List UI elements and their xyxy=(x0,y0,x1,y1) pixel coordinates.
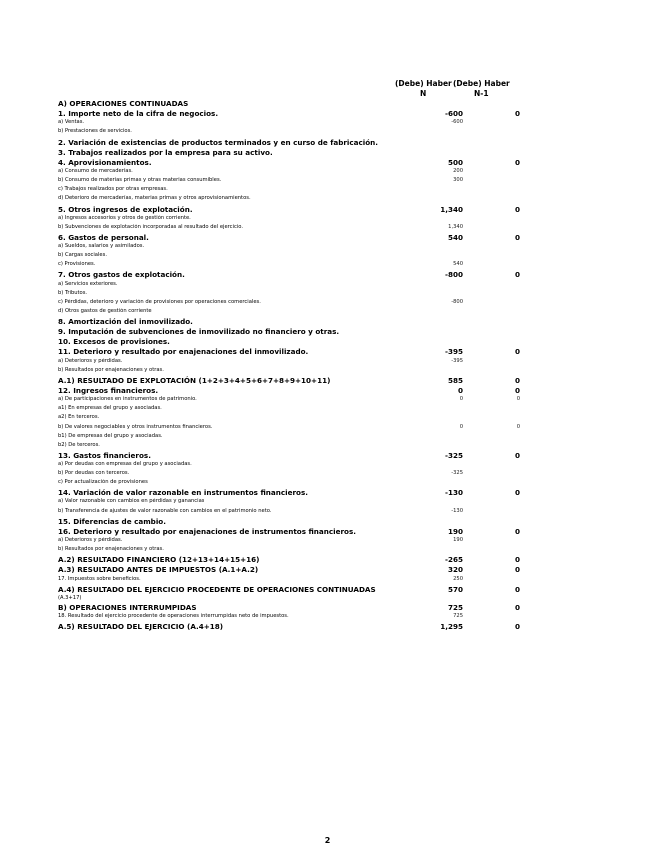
column-header-n1-title: (Debe) Haber xyxy=(453,79,510,88)
line-label: a) Ingresos accesorios y otros de gestión corriente. xyxy=(58,214,191,221)
line-label: A.2) RESULTADO FINANCIERO (12+13+14+15+16) xyxy=(58,555,260,565)
statement-line xyxy=(58,337,520,347)
line-label: b) Tributos. xyxy=(58,289,88,296)
line-label: 6. Gastos de personal. xyxy=(58,232,149,242)
value-year-n: 300 xyxy=(453,177,463,184)
line-label: a) Servicios exteriores. xyxy=(58,280,118,287)
line-label: 17. Impuestos sobre beneficios. xyxy=(58,575,141,582)
statement-line xyxy=(58,327,520,337)
statement-line xyxy=(58,158,520,168)
value-year-n1: 0 xyxy=(514,488,520,498)
statement-subline xyxy=(58,508,520,517)
value-year-n: 190 xyxy=(453,537,463,543)
statement-subline xyxy=(58,299,520,308)
line-label: b) Resultados por enajenaciones y otras. xyxy=(58,546,164,553)
statement-subline xyxy=(58,537,520,546)
statement-subline xyxy=(58,168,520,177)
value-year-n: 500 xyxy=(447,157,463,167)
line-label: c) Pérdidas, deterioro y variación de provisiones por operaciones comerciales. xyxy=(58,298,261,305)
line-label: c) Por actualización de provisiones xyxy=(58,479,148,486)
line-label: b) Prestaciones de servicios. xyxy=(58,128,132,135)
statement-subline xyxy=(58,595,520,603)
value-year-n1: 0 xyxy=(514,555,520,565)
statement-line xyxy=(58,109,520,119)
value-year-n: 540 xyxy=(453,261,463,268)
line-label: a2) En terceros. xyxy=(58,414,100,421)
statement-subline xyxy=(58,252,520,261)
statement-line xyxy=(58,376,520,386)
statement-line xyxy=(58,386,520,396)
statement-line xyxy=(58,347,520,357)
statement-subline xyxy=(58,177,520,186)
column-header-n1: N-1 xyxy=(474,89,489,98)
column-header-n-title: (Debe) Haber xyxy=(395,79,452,88)
statement-line xyxy=(58,451,520,461)
line-label: 16. Deterioro y resultado por enajenaciones de instrumentos financieros. xyxy=(58,526,356,536)
value-year-n: 190 xyxy=(447,526,463,536)
line-label: 12. Ingresos financieros. xyxy=(58,386,159,396)
value-year-n: 725 xyxy=(453,613,463,620)
statement-subline xyxy=(58,498,520,507)
value-year-n1: 0 xyxy=(514,347,520,357)
statement-line xyxy=(58,317,520,327)
line-label: a) Ventas. xyxy=(58,119,85,126)
line-label: a1) En empresas del grupo y asociadas. xyxy=(58,405,162,412)
statement-line xyxy=(58,622,520,632)
statement-subline xyxy=(58,414,520,423)
line-label: c) Provisiones. xyxy=(58,261,96,268)
statement-line xyxy=(58,555,520,565)
statement-subline xyxy=(58,128,520,137)
value-year-n: -325 xyxy=(445,450,463,460)
line-label: d) Deterioro de mercaderías, materias primas y otros aprovisionamientos. xyxy=(58,195,251,202)
line-label: a) Consumo de mercaderías. xyxy=(58,168,133,175)
line-label: a) Valor razonable con cambios en pérdidas y ganancias xyxy=(58,498,205,505)
value-year-n: -325 xyxy=(451,470,463,477)
statement-subline xyxy=(58,576,520,585)
value-year-n: -395 xyxy=(451,357,463,364)
statement-subline xyxy=(58,546,520,555)
statement-subline xyxy=(58,215,520,224)
value-year-n1: 0 xyxy=(514,375,520,385)
line-label: 10. Excesos de provisiones. xyxy=(58,337,170,347)
statement-subline xyxy=(58,396,520,405)
value-year-n: 540 xyxy=(447,232,463,242)
line-label: b) Transferencia de ajustes de valor razonable con cambios en el patrimonio neto. xyxy=(58,507,272,514)
value-year-n1: 0 xyxy=(514,204,520,214)
statement-subline xyxy=(58,442,520,451)
line-label: a) Sueldos, salarios y asimilados. xyxy=(58,243,145,250)
value-year-n1: 0 xyxy=(514,386,520,396)
statement-subline xyxy=(58,613,520,622)
value-year-n1: 0 xyxy=(516,423,520,430)
value-year-n: 320 xyxy=(447,565,463,575)
value-year-n: 250 xyxy=(453,575,463,582)
line-label: 5. Otros ingresos de explotación. xyxy=(58,204,193,214)
value-year-n1: 0 xyxy=(514,584,520,594)
value-year-n: 1,340 xyxy=(448,223,463,230)
statement-subline xyxy=(58,224,520,233)
statement-subline xyxy=(58,281,520,290)
line-label: 1. Importe neto de la cifra de negocios. xyxy=(58,109,219,119)
line-label: 8. Amortización del inmovilizado. xyxy=(58,316,193,326)
line-label: c) Trabajos realizados por otras empresas. xyxy=(58,186,168,193)
line-label: 13. Gastos financieros. xyxy=(58,450,151,460)
line-label: a) Deterioros y pérdidas. xyxy=(58,357,123,364)
statement-subline xyxy=(58,308,520,317)
statement-line xyxy=(58,527,520,537)
statement-line xyxy=(58,565,520,575)
line-label: 7. Otros gastos de explotación. xyxy=(58,270,185,280)
line-label: a) Deterioros y pérdidas. xyxy=(58,537,123,543)
value-year-n1: 0 xyxy=(514,270,520,280)
line-label: b) Consumo de materias primas y otras materias consumibles. xyxy=(58,177,222,184)
statement-subline xyxy=(58,461,520,470)
line-label: A.1) RESULTADO DE EXPLOTACIÓN (1+2+3+4+5+6+7+8+9+10+11) xyxy=(58,375,331,385)
statement-line xyxy=(58,138,520,148)
value-year-n: -600 xyxy=(445,109,463,119)
value-year-n: 200 xyxy=(453,168,463,175)
line-label: b) Subvenciones de explotación incorporadas al resultado del ejercicio. xyxy=(58,223,243,230)
statement-line xyxy=(58,517,520,527)
value-year-n: 0 xyxy=(459,396,463,403)
value-year-n1: 0 xyxy=(514,157,520,167)
value-year-n1: 0 xyxy=(514,622,520,632)
statement-subline xyxy=(58,243,520,252)
statement-subline xyxy=(58,433,520,442)
line-label: b) Cargas sociales. xyxy=(58,252,107,259)
statement-line xyxy=(58,233,520,243)
line-label: a) De participaciones en instrumentos de patrimonio. xyxy=(58,396,197,403)
value-year-n: -600 xyxy=(451,119,463,126)
value-year-n1: 0 xyxy=(514,526,520,536)
statement-line xyxy=(58,585,520,595)
line-label: a) Por deudas con empresas del grupo y asociadas. xyxy=(58,460,192,467)
statement-subline xyxy=(58,405,520,414)
statement-subline xyxy=(58,470,520,479)
line-label: A.3) RESULTADO ANTES DE IMPUESTOS (A.1+A.2) xyxy=(58,565,259,575)
line-label: b1) De empresas del grupo y asociadas. xyxy=(58,432,163,439)
value-year-n1: 0 xyxy=(514,603,520,613)
value-year-n: -130 xyxy=(451,507,463,514)
value-year-n: 585 xyxy=(447,375,463,385)
income-statement-table xyxy=(58,99,520,633)
value-year-n: 570 xyxy=(447,584,463,594)
line-label: A.4) RESULTADO DEL EJERCICIO PROCEDENTE DE OPERACIONES CONTINUADAS xyxy=(58,584,376,594)
line-label: 4. Aprovisionamientos. xyxy=(58,157,152,167)
value-year-n1: 0 xyxy=(514,450,520,460)
statement-line xyxy=(58,205,520,215)
statement-subline xyxy=(58,186,520,195)
statement-subline xyxy=(58,479,520,488)
statement-line xyxy=(58,270,520,280)
statement-subline xyxy=(58,195,520,204)
value-year-n: -130 xyxy=(445,488,463,498)
line-label: b2) De terceros. xyxy=(58,441,100,448)
statement-line xyxy=(58,99,520,109)
value-year-n: 1,340 xyxy=(440,204,463,214)
value-year-n: 0 xyxy=(457,386,463,396)
value-year-n1: 0 xyxy=(514,109,520,119)
value-year-n1: 0 xyxy=(514,232,520,242)
line-label: 9. Imputación de subvenciones de inmovilizado no financiero y otras. xyxy=(58,327,340,337)
value-year-n: 0 xyxy=(459,423,463,430)
page-number: 2 xyxy=(324,836,331,845)
statement-subline xyxy=(58,119,520,128)
line-label: 2. Variación de existencias de productos terminados y en curso de fabricación. xyxy=(58,137,379,147)
statement-line xyxy=(58,488,520,498)
line-label: 3. Trabajos realizados por la empresa para su activo. xyxy=(58,147,273,157)
line-label: (A.3+17) xyxy=(58,594,82,601)
value-year-n: 1,295 xyxy=(440,622,463,632)
value-year-n: -800 xyxy=(445,270,463,280)
line-label: B) OPERACIONES INTERRUMPIDAS xyxy=(58,603,197,613)
line-label: A) OPERACIONES CONTINUADAS xyxy=(58,99,189,108)
statement-subline xyxy=(58,358,520,367)
line-label: 14. Variación de valor razonable en instrumentos financieros. xyxy=(58,488,308,498)
line-label: 11. Deterioro y resultado por enajenaciones del inmovilizado. xyxy=(58,347,309,357)
line-label: 15. Diferencias de cambio. xyxy=(58,516,166,526)
column-header-n: N xyxy=(420,89,427,98)
value-year-n1: 0 xyxy=(514,565,520,575)
statement-subline xyxy=(58,290,520,299)
line-label: b) Resultados por enajenaciones y otras. xyxy=(58,366,164,373)
value-year-n: 725 xyxy=(447,603,463,613)
line-label: b) Por deudas con terceros. xyxy=(58,470,130,477)
statement-line xyxy=(58,148,520,158)
value-year-n: -265 xyxy=(445,555,463,565)
line-label: d) Otros gastos de gestión corriente xyxy=(58,307,152,314)
line-label: 18. Resultado del ejercicio procedente de operaciones interrumpidas neto de impuestos. xyxy=(58,613,289,620)
statement-subline xyxy=(58,261,520,270)
value-year-n1: 0 xyxy=(516,396,520,403)
statement-line xyxy=(58,603,520,613)
statement-subline xyxy=(58,424,520,433)
line-label: A.5) RESULTADO DEL EJERCICIO (A.4+18) xyxy=(58,622,224,632)
value-year-n: -800 xyxy=(451,298,463,305)
statement-subline xyxy=(58,367,520,376)
value-year-n: -395 xyxy=(445,347,463,357)
line-label: b) De valores negociables y otros instrumentos financieros. xyxy=(58,423,213,430)
